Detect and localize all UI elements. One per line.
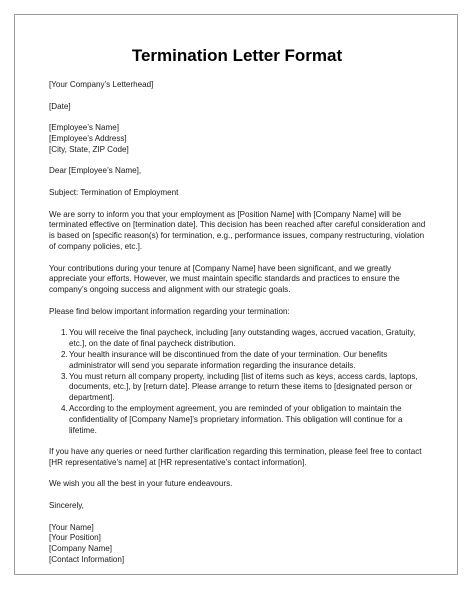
- list-item: [49, 328, 431, 350]
- paragraph-appreciation: Your contributions during your tenure at [Company Name] have been significant, and we greatly appreciate your efforts. However, we must maintain specific standards and practices to ensure the company’s ongoing success and alignment with our strategic goals.: [49, 263, 400, 295]
- list-item-number: 4.: [61, 403, 68, 413]
- list-item: [49, 372, 431, 404]
- list-item-text: You must return all company property, including [list of items such as keys, access cards, laptops, documents, etc.], by [return date]. Please arrange to return these items to [designated person or department].: [69, 371, 418, 403]
- list-item-text: You will receive the final paycheck, including [any outstanding wages, accrued vacation, Gratuity, etc.], on the date of final paycheck distribution.: [69, 328, 416, 349]
- list-item-text: Your health insurance will be discontinued from the date of your termination. Our benefits administrator will send you separate information regarding the insurance details.: [69, 349, 388, 370]
- recipient-address: [Employee’s Address]: [49, 133, 127, 143]
- letterhead: [Your Company’s Letterhead]: [49, 80, 154, 89]
- subject-line: Subject: Termination of Employment: [49, 187, 179, 197]
- document-title: Termination Letter Format: [131, 46, 343, 65]
- recipient-name: [Employee’s Name]: [49, 123, 120, 133]
- termination-info-list: [49, 328, 431, 436]
- list-item-number: 2.: [61, 349, 68, 359]
- recipient-city: [City, State, ZIP Code]: [49, 144, 129, 154]
- list-item-number: 3.: [61, 371, 68, 381]
- salutation: Dear [Employee’s Name],: [49, 166, 142, 176]
- signature-name: [Your Name]: [49, 522, 94, 532]
- signature-position: [Your Position]: [49, 533, 101, 543]
- list-item: [49, 350, 431, 372]
- list-item-text: According to the employment agreement, you are reminded of your obligation to maintain the confidentiality of [Company Name]’s proprietary information. This obligation will continue for a lifetime.: [69, 403, 403, 435]
- paragraph-wishes: We wish you all the best in your future endeavours.: [49, 479, 233, 489]
- list-item: [49, 404, 431, 436]
- signature-company: [Company Name]: [49, 544, 112, 554]
- list-intro: Please find below important information regarding your termination:: [49, 306, 290, 316]
- paragraph-contact: If you have any queries or need further clarification regarding this termination, please feel free to contact [HR representative’s name] at [HR representative’s contact information].: [49, 447, 422, 467]
- letter-body: [49, 80, 431, 566]
- closing: Sincerely,: [49, 501, 84, 511]
- paragraph-reason: We are sorry to inform you that your employment as [Position Name] with [Company Name] will be terminated effective on [termination date]. This decision has been reached after careful consideration and is based on [specific reason(s) for termination, e.g., performance issues, company restructuring, violation of company policies, etc.].: [49, 209, 426, 251]
- signature-contact: [Contact Information]: [49, 555, 125, 565]
- list-item-number: 1.: [61, 328, 68, 338]
- recipient-block: [49, 123, 431, 155]
- letter-date: [Date]: [49, 101, 71, 111]
- signature-block: [49, 523, 431, 566]
